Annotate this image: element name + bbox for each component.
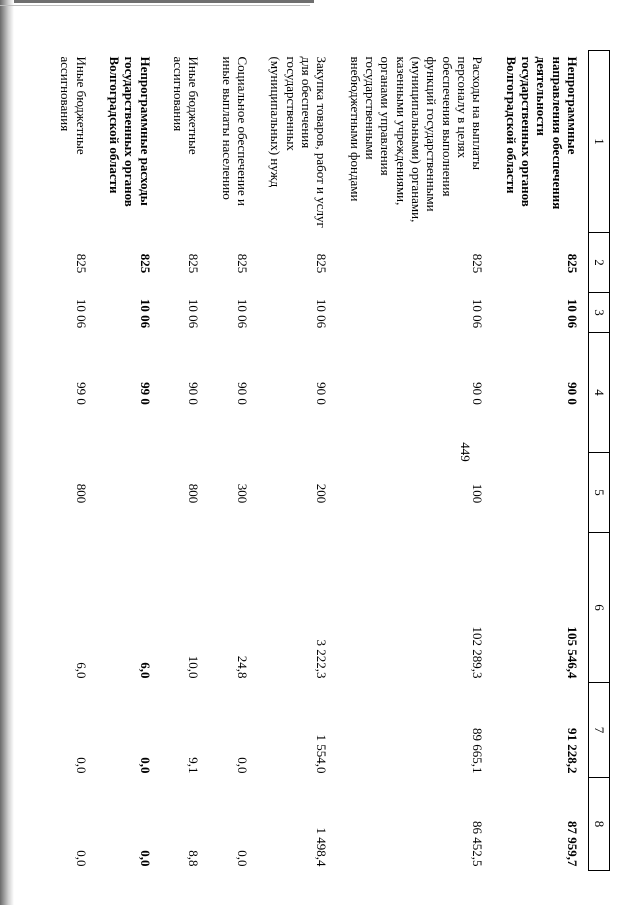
row-code-section: 10 06 [235, 298, 251, 329]
row-amount-year3: 0,0 [73, 850, 89, 867]
row-name: Социальное обеспечение и иные выплаты населению [219, 56, 251, 206]
column-header: 3 [589, 293, 610, 333]
row-amount-year3: 1 498,4 [314, 827, 330, 867]
row-code-expense-type [493, 453, 588, 533]
table-row [97, 51, 161, 871]
row-code-expense-type: 800 [73, 483, 89, 504]
row-amount-year1: 6,0 [137, 662, 153, 679]
row-amount-year1: 105 546,4 [565, 626, 580, 679]
row-code-section: 10 06 [565, 298, 580, 329]
column-header: 6 [589, 533, 610, 683]
table-row [209, 51, 258, 871]
column-header: 7 [589, 683, 610, 778]
row-amount-year2: 9,1 [186, 757, 202, 774]
row-code-target: 90 0 [314, 382, 330, 405]
row-name: Расходы на выплаты персоналу в целях обеспечения выполнения функций государственными (муниципальными) органами, казенными учреждениями, органами управления государственными внебюджетными фондами [347, 56, 486, 223]
row-amount-year3: 86 452,5 [470, 821, 486, 867]
column-header: 1 [589, 51, 610, 233]
row-code-expense-type: 300 [235, 483, 251, 504]
row-amount-year2: 0,0 [73, 757, 89, 774]
row-code-target: 90 0 [565, 382, 580, 405]
page-number: 449 [458, 442, 473, 462]
row-code-section: 10 06 [73, 298, 89, 329]
row-code-expense-type: 100 [470, 483, 486, 504]
budget-table-container [58, 50, 610, 870]
scan-edge-shadow [0, 0, 14, 905]
scan-top-border [14, 0, 314, 3]
row-code-expense-type: 800 [186, 483, 202, 504]
table-row [48, 51, 97, 871]
row-code-admin: 825 [470, 253, 486, 274]
row-code-admin: 825 [73, 253, 89, 274]
column-header: 5 [589, 453, 610, 533]
row-amount-year3: 0,0 [235, 850, 251, 867]
row-code-target: 90 0 [235, 382, 251, 405]
table-row [161, 51, 210, 871]
row-code-admin: 825 [235, 253, 251, 274]
row-name: Иные бюджетные ассигнования [171, 56, 202, 155]
table-row [337, 51, 493, 871]
row-code-section: 10 06 [314, 298, 330, 329]
row-code-section: 10 06 [470, 298, 486, 329]
row-amount-year3: 87 959,7 [565, 821, 580, 867]
row-code-target: 99 0 [73, 382, 89, 405]
row-name: Закупка товаров, работ и услуг для обеспечения государственных (муниципальных) нужд [268, 56, 330, 228]
row-code-target: 90 0 [186, 382, 202, 405]
row-code-admin: 825 [137, 253, 153, 274]
row-amount-year1: 3 222,3 [314, 639, 330, 679]
row-code-admin: 825 [314, 253, 330, 274]
row-code-admin: 825 [565, 253, 580, 274]
row-code-section: 10 06 [186, 298, 202, 329]
column-header: 4 [589, 333, 610, 453]
row-amount-year2: 89 665,1 [470, 728, 486, 774]
row-code-expense-type: 200 [314, 483, 330, 504]
row-name: Иные бюджетные ассигнования [58, 56, 89, 155]
table-row [493, 51, 588, 871]
row-code-target: 99 0 [137, 382, 153, 405]
row-amount-year2: 1 554,0 [314, 734, 330, 774]
row-code-expense-type [97, 453, 161, 533]
row-name: Непрограммные направления обеспечения деятельности государственных органов Волгоградской области [503, 56, 580, 210]
row-name: Непрограммные расходы государственных органов Волгоградской области [107, 56, 153, 207]
column-header: 8 [589, 778, 610, 871]
row-amount-year2: 0,0 [235, 757, 251, 774]
row-amount-year1: 6,0 [73, 662, 89, 679]
row-amount-year2: 91 228,2 [565, 728, 580, 774]
row-code-admin: 825 [186, 253, 202, 274]
row-amount-year3: 8,8 [186, 850, 202, 867]
column-header: 2 [589, 233, 610, 293]
budget-table [48, 50, 610, 871]
row-amount-year1: 24,8 [235, 655, 251, 679]
row-amount-year1: 102 289,3 [470, 626, 486, 679]
row-amount-year1: 10,0 [186, 655, 202, 679]
row-code-target: 90 0 [470, 382, 486, 405]
row-amount-year3: 0,0 [137, 850, 153, 867]
scan-top-border-faint [0, 5, 310, 6]
table-row [258, 51, 337, 871]
table-header-row [589, 51, 610, 871]
row-amount-year2: 0,0 [137, 757, 153, 774]
row-code-section: 10 06 [137, 298, 153, 329]
